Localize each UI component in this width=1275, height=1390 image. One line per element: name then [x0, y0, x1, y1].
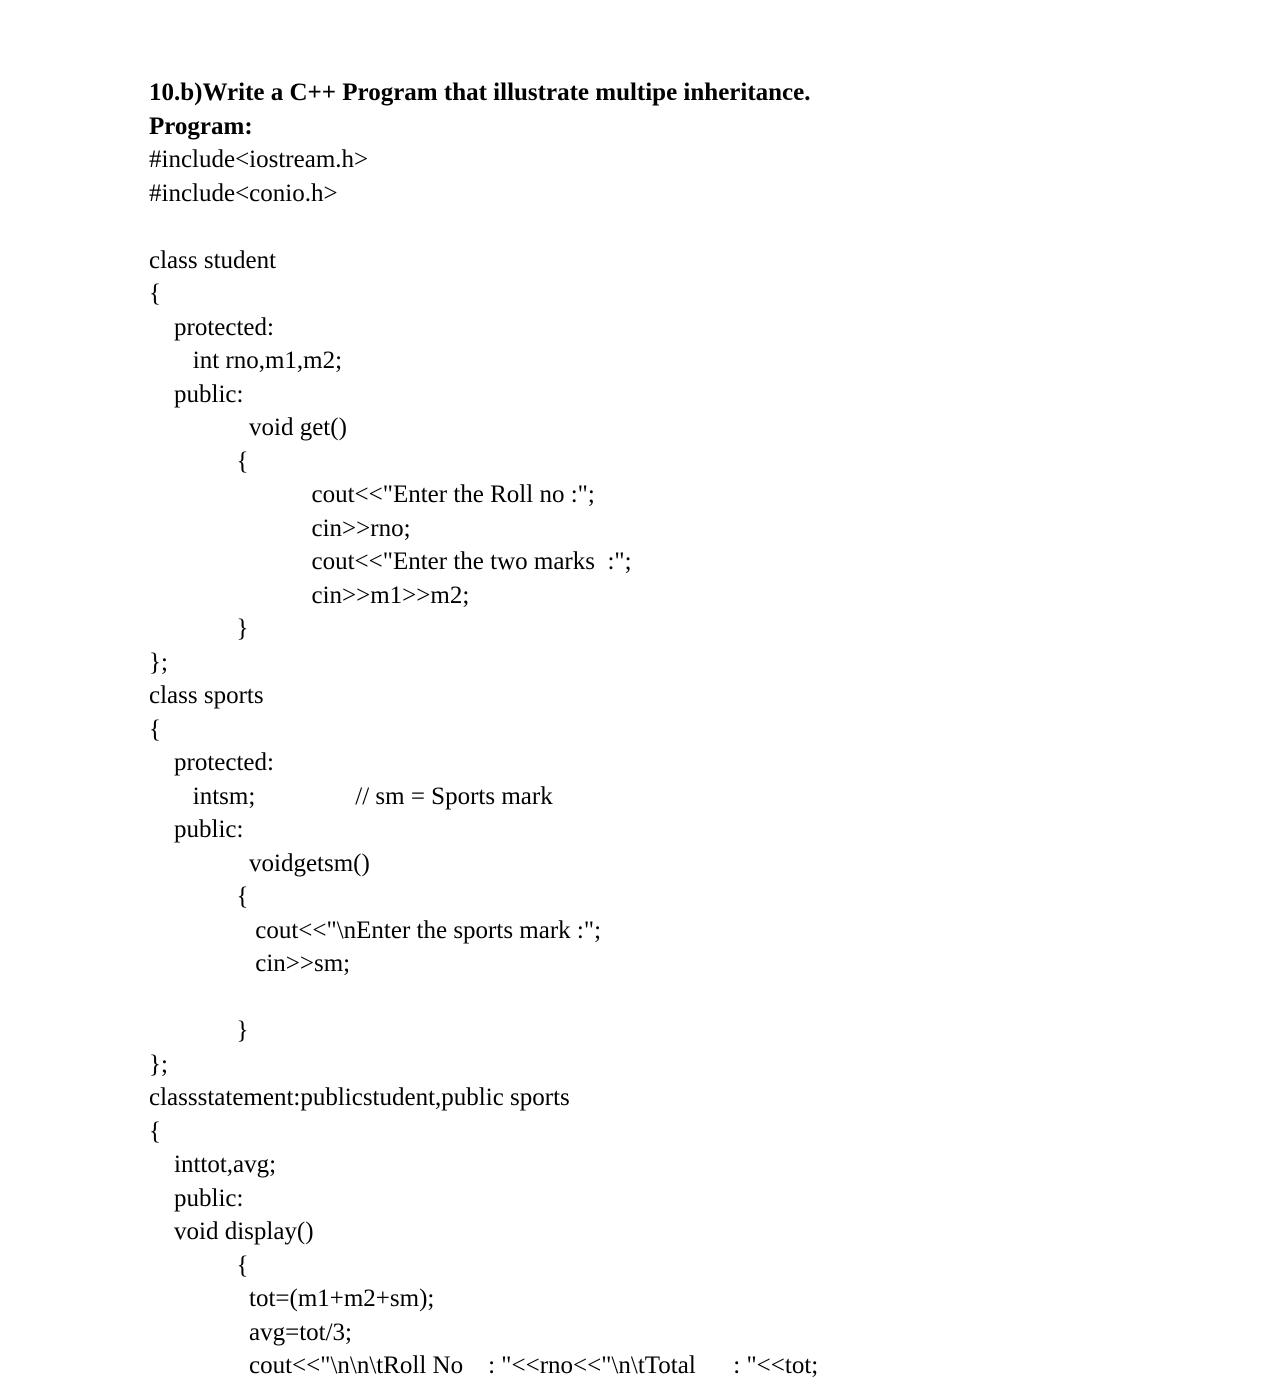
code-line: inttot,avg;: [149, 1151, 277, 1178]
code-line: };: [149, 1050, 168, 1078]
code-line: cout<<"\nEnter the sports mark :";: [149, 916, 602, 944]
code-line: };: [149, 648, 168, 676]
code-line: classstatement:publicstudent,public sports: [149, 1084, 570, 1111]
code-line: {: [149, 280, 161, 307]
code-line: #include<conio.h>: [149, 179, 338, 207]
code-block: [149, 143, 1235, 1383]
code-line: }: [149, 1017, 249, 1044]
code-line: public:: [149, 816, 244, 843]
code-line: public:: [149, 380, 244, 408]
code-line: {: [149, 1251, 249, 1279]
code-line: {: [149, 447, 249, 475]
code-line: intsm; // sm = Sports mark: [149, 782, 553, 810]
code-line: voidgetsm(): [149, 849, 370, 877]
code-line: [149, 210, 1235, 244]
code-line: [149, 981, 1235, 1015]
code-line: cin>>m1>>m2;: [149, 581, 470, 609]
code-line: cout<<"\n\n\tRoll No : "<<rno<<"\n\tTotal : "<<tot;: [149, 1352, 819, 1379]
code-line: cin>>sm;: [149, 950, 351, 977]
code-line: protected:: [149, 749, 274, 776]
code-line: }: [149, 615, 249, 642]
program-label: Program:: [149, 112, 253, 140]
code-line: int rno,m1,m2;: [149, 347, 343, 374]
code-line: tot=(m1+m2+sm);: [149, 1285, 435, 1312]
code-line: void display(): [149, 1218, 314, 1245]
code-line: {: [149, 883, 249, 910]
code-line: {: [149, 1117, 161, 1145]
code-line: cout<<"Enter the two marks :";: [149, 548, 632, 575]
code-line: {: [149, 715, 161, 743]
question-heading: 10.b)Write a C++ Program that illustrate multipe inheritance.: [149, 79, 811, 106]
code-line: protected:: [149, 313, 274, 341]
code-line: class student: [149, 246, 277, 274]
code-line: #include<iostream.h>: [149, 146, 369, 173]
code-line: public:: [149, 1184, 244, 1212]
code-line: void get(): [149, 414, 347, 441]
code-line: cout<<"Enter the Roll no :";: [149, 481, 595, 508]
code-line: class sports: [149, 682, 264, 709]
code-line: avg=tot/3;: [149, 1318, 352, 1346]
code-line: cin>>rno;: [149, 514, 411, 542]
